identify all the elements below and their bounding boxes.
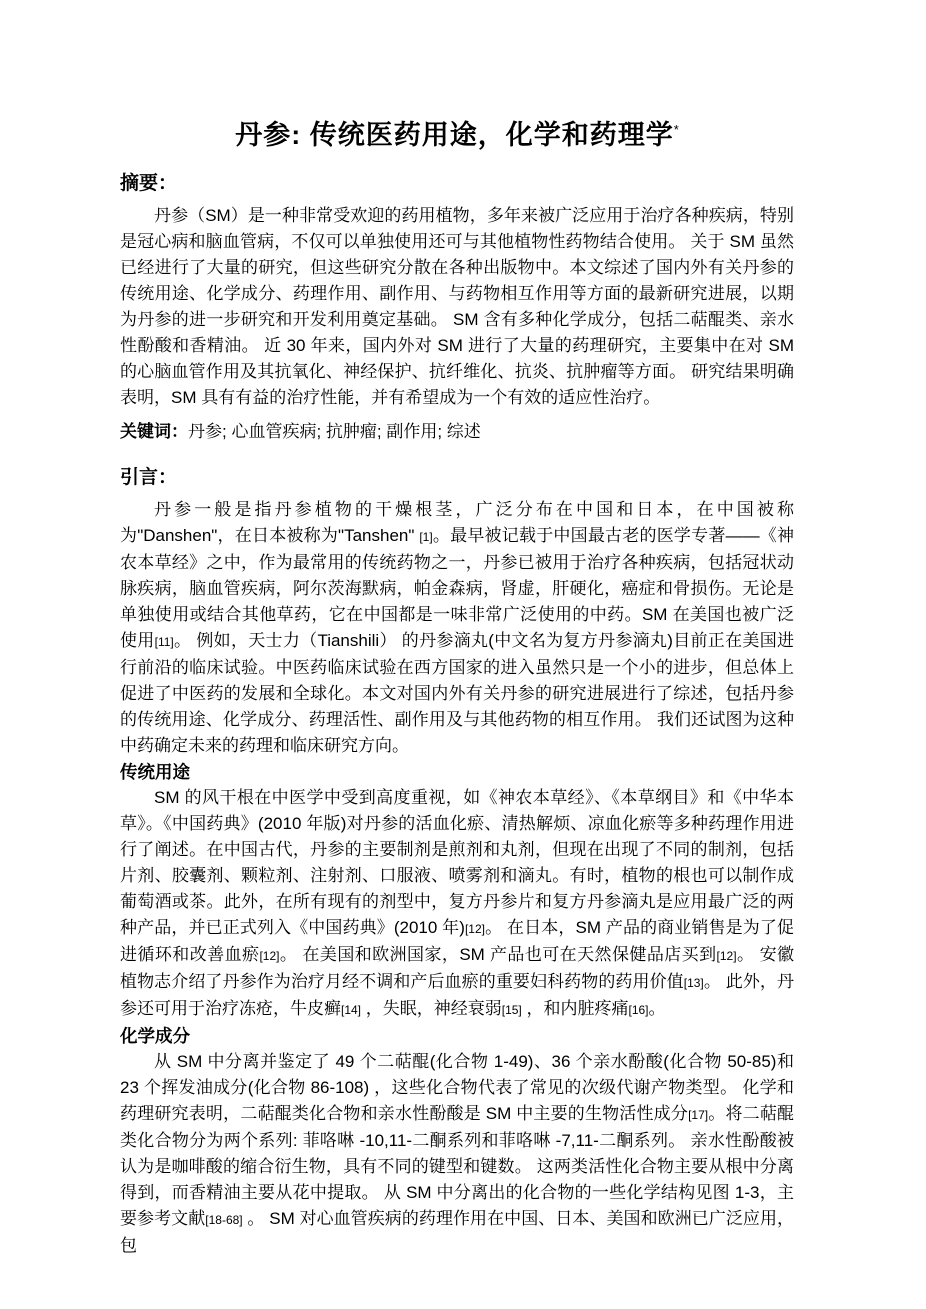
keywords-value: 丹参; 心血管疾病; 抗肿瘤; 副作用; 综述 (188, 422, 481, 441)
traditional-uses-paragraph: SM 的风干根在中医学中受到高度重视，如《神农本草经》、《本草纲目》和《中华本草》。《中国药典》(2010 年版)对丹参的活血化瘀、清热解烦、凉血化瘀等多种药理作用进行了阐述。在中国古代，丹参的主要制剂是煎剂和丸剂，但现在出现了不同的制剂，包括片剂、胶囊剂、颗粒剂、注射剂、口服液、喷雾剂和滴丸。有时，植物的根也可以制作成葡萄酒或茶。此外，在所有现有的剂型中，复方丹参片和复方丹参滴丸是应用最广泛的两种产品，并已正式列入《中国药典》(2010 年)[12]。 在日本，SM 产品的商业销售是为了促进循环和改善血瘀[12]。 在美国和欧洲国家，SM 产品也可在天然保健品店买到[12]。 安徽植物志介绍了丹参作为治疗月经不调和产后血瘀的重要妇科药物的药用价值[13]。 此外，丹参还可用于治疗冻疮，牛皮癣[14] ，失眠，神经衰弱[15] ，和内脏疼痛[16]。 (120, 788, 794, 1018)
page-title (120, 112, 794, 153)
chemical-composition-heading: 化学成分 (120, 1026, 190, 1046)
keywords-line (120, 419, 794, 445)
abstract-heading: 摘要： (120, 173, 178, 194)
introduction-heading: 引言： (120, 467, 178, 488)
abstract-paragraph: 丹参（SM）是一种非常受欢迎的药用植物，多年来被广泛应用于治疗各种疾病，特别是冠心病和脑血管病，不仅可以单独使用还可与其他植物性药物结合使用。 关于 SM 虽然已经进行了大量的研究，但这些研究分散在各种出版物中。本文综述了国内外有关丹参的传统用途、化学成分、药理作用、副作用、与药物相互作用等方面的最新研究进展，以期为丹参的进一步研究和开发利用奠定基础。 SM 含有多种化学成分，包括二萜醌类、亲水性酚酸和香精油。 近 30 年来，国内外对 SM 进行了大量的药理研究，主要集中在对 SM 的心脑血管作用及其抗氧化、神经保护、抗纤维化、抗炎、抗肿瘤等方面。 研究结果明确表明，SM 具有有益的治疗性能，并有希望成为一个有效的适应性治疗。 (120, 206, 794, 407)
traditional-uses-heading: 传统用途 (120, 762, 190, 782)
introduction-paragraph: 丹参一般是指丹参植物的干燥根茎，广泛分布在中国和日本，在中国被称为"Danshen"，在日本被称为"Tanshen" [1]。最早被记载于中国最古老的医学专著——《神农本草经》之中，作为最常用的传统药物之一，丹参已被用于治疗各种疾病，包括冠状动脉疾病，脑血管疾病，阿尔茨海默病，帕金森病，肾虚，肝硬化，癌症和骨损伤。无论是单独使用或结合其他草药，它在中国都是一味非常广泛使用的中药。SM 在美国也被广泛使用[11]。 例如，天士力（Tianshili） 的丹参滴丸(中文名为复方丹参滴丸)目前正在美国进行前沿的临床试验。中医药临床试验在西方国家的进入虽然只是一个小的进步，但总体上促进了中医药的发展和全球化。本文对国内外有关丹参的研究进展进行了综述，包括丹参的传统用途、化学成分、药理活性、副作用及与其他药物的相互作用。 我们还试图为这种中药确定未来的药理和临床研究方向。 (120, 500, 795, 755)
page-title-text: 丹参: 传统医药用途，化学和药理学 (235, 120, 674, 150)
title-footnote-mark: * (673, 122, 679, 137)
chemical-composition-paragraph: 从 SM 中分离并鉴定了 49 个二萜醌(化合物 1-49)、36 个亲水酚酸(化合物 50-85)和 23 个挥发油成分(化合物 86-108) ，这些化合物代表了常见的次级代谢产物类型。 化学和药理研究表明，二萜醌类化合物和亲水性酚酸是 SM 中主要的生物活性成分[17]。将二萜醌类化合物分为两个系列: 菲咯啉 -10,11-二酮系列和菲咯啉 -7,11-二酮系列。 亲水性酚酸被认为是咖啡酸的缩合衍生物，具有不同的键型和键数。 这两类活性化合物主要从根中分离得到，而香精油主要从花中提取。 从 SM 中分离出的化合物的一些化学结构见图 1-3，主要参考文献[18-68] 。 SM 对心血管疾病的药理作用在中国、日本、美国和欧洲已广泛应用，包 (120, 1052, 795, 1255)
document-content (120, 0, 794, 1259)
keywords-label: 关键词： (120, 422, 188, 441)
